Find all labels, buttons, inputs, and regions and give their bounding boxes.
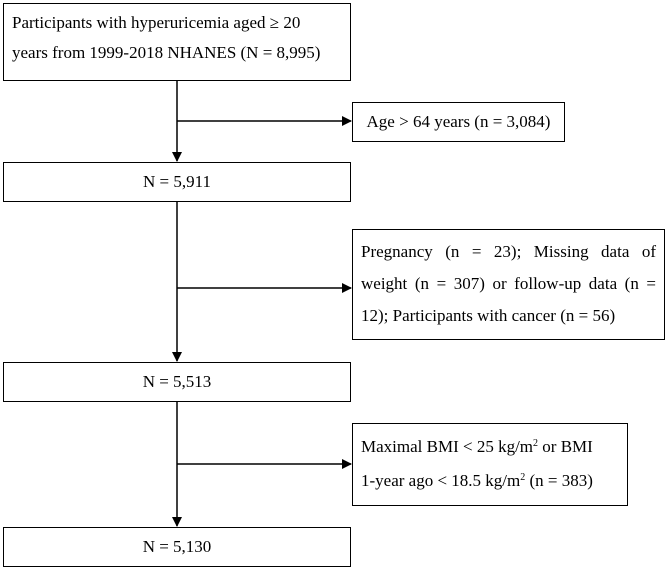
final-count-box bbox=[3, 527, 351, 567]
exclusion-box-bmi bbox=[352, 423, 628, 506]
start-line-2: years from 1999-2018 NHANES (N = 8,995) bbox=[12, 43, 321, 62]
exclusion2-line-3: 12); Participants with cancer (n = 56) bbox=[361, 306, 616, 325]
exclusion3-line-2 bbox=[361, 464, 619, 498]
exclusion3-line2-pre: 1-year ago < 18.5 kg/m bbox=[361, 471, 521, 490]
step2-count-text: N = 5,911 bbox=[143, 172, 211, 191]
exclusion-box-age bbox=[352, 102, 565, 142]
step3-count-box bbox=[3, 362, 351, 402]
step2-count-box bbox=[3, 162, 351, 202]
exclusion-box-pregnancy-missing-cancer bbox=[352, 229, 665, 340]
exclusion3-line1-pre: Maximal BMI < 25 kg/m bbox=[361, 437, 534, 456]
start-line-1: Participants with hyperuricemia aged ≥ 20 bbox=[12, 13, 301, 32]
start-population-box bbox=[3, 3, 351, 81]
step3-count-text: N = 5,513 bbox=[142, 372, 212, 391]
exclusion3-line2-sup: 2 bbox=[520, 472, 526, 483]
exclusion2-line-1: Pregnancy (n = 23); Missing data of bbox=[361, 242, 656, 261]
exclusion2-line-2: weight (n = 307) or follow-up data (n = bbox=[361, 274, 656, 293]
exclusion3-line2-post: (n = 383) bbox=[525, 471, 593, 490]
exclusion3-line-1 bbox=[361, 430, 619, 464]
exclusion3-line1-sup: 2 bbox=[533, 438, 539, 449]
final-count-text: N = 5,130 bbox=[142, 537, 212, 556]
exclusion-age-text: Age > 64 years (n = 3,084) bbox=[366, 112, 551, 131]
exclusion3-line1-post: or BMI bbox=[538, 437, 593, 456]
